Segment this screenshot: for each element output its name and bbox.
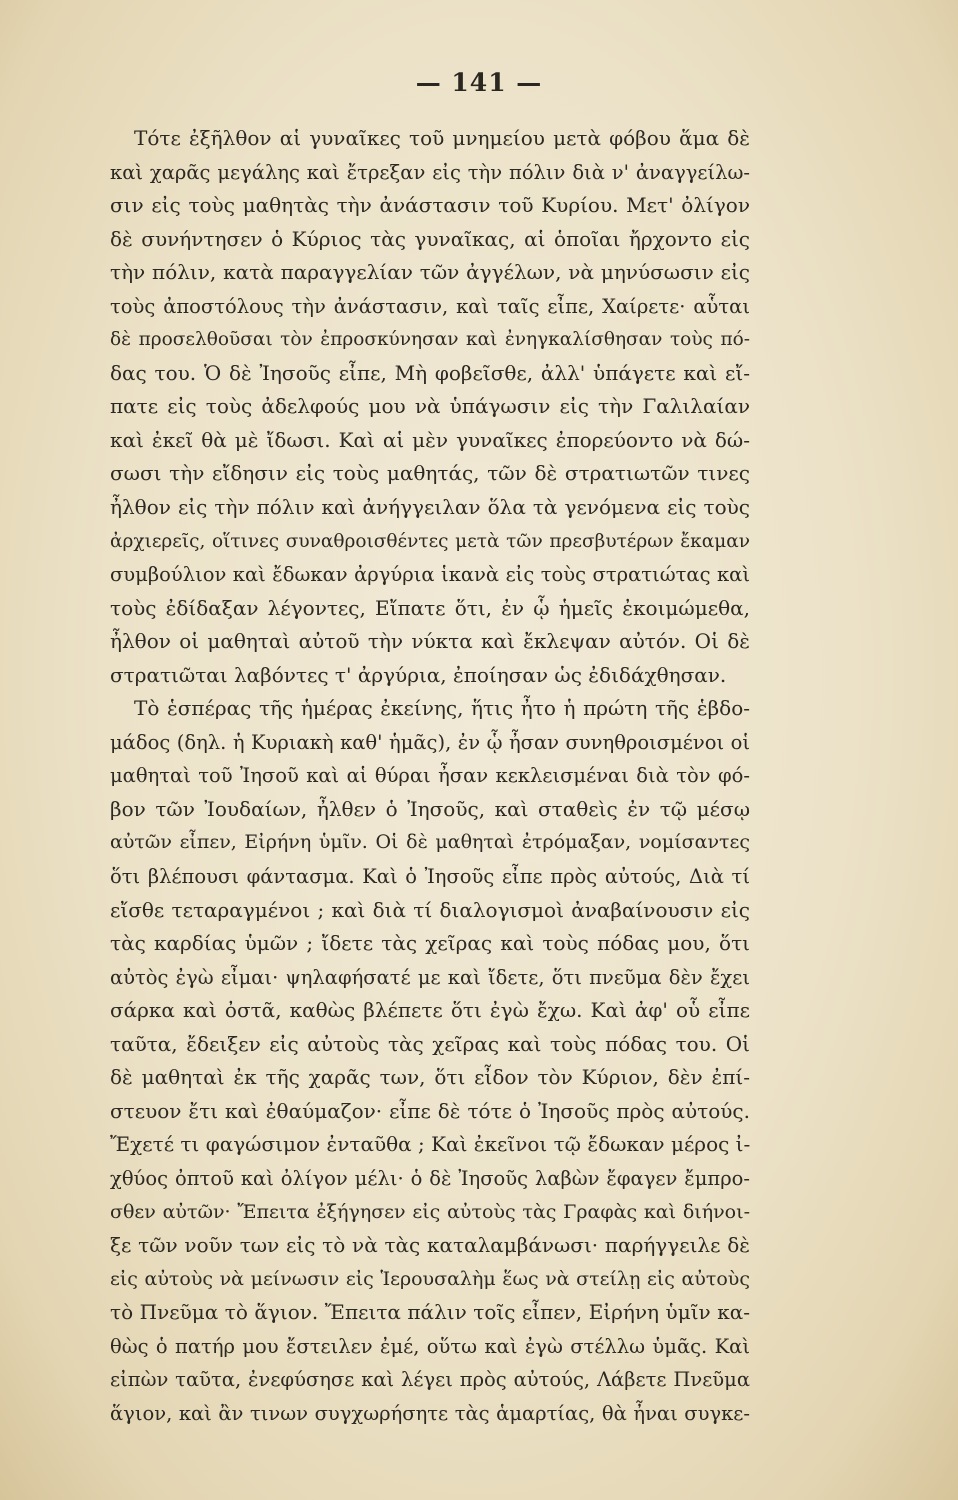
text-line: ἀρχιερεῖς, οἵτινες συναθροισθέντες μετὰ τῶν πρεσβυτέρων ἔκαμαν: [110, 530, 750, 552]
page-number: — 141 —: [415, 68, 543, 97]
text-line: σάρκα καὶ ὀστᾶ, καθὼς βλέπετε ὅτι ἐγὼ ἔχω. Καὶ ἀφ' οὗ εἶπε: [110, 998, 750, 1023]
text-line: τὰς καρδίας ὑμῶν ; ἴδετε τὰς χεῖρας καὶ τοὺς πόδας μου, ὅτι: [110, 931, 750, 956]
text-line: τὸ Πνεῦμα τὸ ἅγιον. Ἔπειτα πάλιν τοῖς εἶπεν, Εἰρήνη ὑμῖν κα-: [110, 1300, 750, 1325]
text-line: χθύος ὀπτοῦ καὶ ὀλίγον μέλι· ὁ δὲ Ἰησοῦς λαβὼν ἔφαγεν ἔμπρο-: [110, 1166, 750, 1190]
text-line: σθεν αὐτῶν· Ἔπειτα ἐξήγησεν εἰς αὐτοὺς τὰς Γραφὰς καὶ διήνοι-: [110, 1200, 750, 1223]
text-line: δας του. Ὁ δὲ Ἰησοῦς εἶπε, Μὴ φοβεῖσθε, ἀλλ' ὑπάγετε καὶ εἴ-: [110, 360, 750, 385]
text-line: δὲ μαθηταὶ ἐκ τῆς χαρᾶς των, ὅτι εἶδον τὸν Κύριον, δὲν ἐπί-: [110, 1065, 750, 1090]
text-line: Τότε ἐξῆλθον αἱ γυναῖκες τοῦ μνημείου μετὰ φόβου ἅμα δὲ: [134, 126, 750, 150]
text-line: δὲ προσελθοῦσαι τὸν ἐπροσκύνησαν καὶ ἐνηγκαλίσθησαν τοὺς πό-: [110, 329, 750, 351]
text-line: πατε εἰς τοὺς ἀδελφούς μου νὰ ὑπάγωσιν εἰς τὴν Γαλιλαίαν: [110, 394, 750, 419]
text-line: ὅτι βλέπουσι φάντασμα. Καὶ ὁ Ἰησοῦς εἶπε πρὸς αὐτούς, Διὰ τί: [110, 865, 750, 889]
text-line: σωσι τὴν εἴδησιν εἰς τοὺς μαθητάς, τῶν δὲ στρατιωτῶν τινες: [110, 461, 750, 486]
text-line: αὐτὸς ἐγὼ εἶμαι· ψηλαφήσατέ με καὶ ἴδετε, ὅτι πνεῦμα δὲν ἔχει: [110, 965, 750, 989]
text-line: ἅγιον, καὶ ἂν τινων συγχωρήσητε τὰς ἁμαρτίας, θὰ ἦναι συγκε-: [110, 1401, 750, 1425]
text-line: δὲ συνήντησεν ὁ Κύριος τὰς γυναῖκας, αἱ ὁποῖαι ἤρχοντο εἰς: [110, 226, 750, 251]
text-line: τοὺς ἐδίδαξαν λέγοντες, Εἴπατε ὅτι, ἐν ᾧ ἡμεῖς ἐκοιμώμεθα,: [110, 595, 750, 620]
text-line: καὶ ἐκεῖ θὰ μὲ ἴδωσι. Καὶ αἱ μὲν γυναῖκες ἐπορεύοντο νὰ δώ-: [110, 427, 750, 452]
text-line: στρατιῶται λαβόντες τ' ἀργύρια, ἐποίησαν ὡς ἐδιδάχθησαν.: [110, 662, 727, 687]
text-line: τὴν πόλιν, κατὰ παραγγελίαν τῶν ἀγγέλων, νὰ μηνύσωσιν εἰς: [110, 260, 750, 285]
body-text: [110, 122, 750, 1430]
text-line: ταῦτα, ἔδειξεν εἰς αὐτοὺς τὰς χεῖρας καὶ τοὺς πόδας του. Οἱ: [110, 1031, 750, 1056]
text-line: συμβούλιον καὶ ἔδωκαν ἀργύρια ἱκανὰ εἰς τοὺς στρατιώτας καὶ: [110, 563, 750, 587]
text-line: εἴσθε τεταραγμένοι ; καὶ διὰ τί διαλογισμοὶ ἀναβαίνουσιν εἰς: [110, 897, 750, 922]
text-line: εἰς αὐτοὺς νὰ μείνωσιν εἰς Ἱερουσαλὴμ ἕως νὰ στείλῃ εἰς αὐτοὺς: [110, 1267, 750, 1290]
text-line: αὐτῶν εἶπεν, Εἰρήνη ὑμῖν. Οἱ δὲ μαθηταὶ ἐτρόμαξαν, νομίσαντες: [110, 831, 750, 854]
text-line: καὶ χαρᾶς μεγάλης καὶ ἔτρεξαν εἰς τὴν πόλιν διὰ ν' ἀναγγείλω-: [110, 160, 750, 184]
text-line: θὼς ὁ πατήρ μου ἔστειλεν ἐμέ, οὕτω καὶ ἐγὼ στέλλω ὑμᾶς. Καὶ: [110, 1334, 750, 1358]
text-line: στευον ἔτι καὶ ἐθαύμαζον· εἶπε δὲ τότε ὁ Ἰησοῦς πρὸς αὐτούς.: [110, 1098, 750, 1123]
text-line: ἦλθον οἱ μαθηταὶ αὐτοῦ τὴν νύκτα καὶ ἔκλεψαν αὐτόν. Οἱ δὲ: [110, 629, 750, 654]
text-line: βον τῶν Ἰουδαίων, ἦλθεν ὁ Ἰησοῦς, καὶ σταθεὶς ἐν τῷ μέσῳ: [110, 796, 750, 821]
text-line: τοὺς ἀποστόλους τὴν ἀνάστασιν, καὶ ταῖς εἶπε, Χαίρετε· αὗται: [110, 294, 750, 318]
text-line: εἰπὼν ταῦτα, ἐνεφύσησε καὶ λέγει πρὸς αὐτούς, Λάβετε Πνεῦμα: [110, 1368, 750, 1392]
text-line: σιν εἰς τοὺς μαθητὰς τὴν ἀνάστασιν τοῦ Κυρίου. Μετ' ὀλίγον: [110, 193, 750, 218]
text-line: μαθηταὶ τοῦ Ἰησοῦ καὶ αἱ θύραι ἦσαν κεκλεισμέναι διὰ τὸν φό-: [110, 764, 750, 788]
text-line: Τὸ ἑσπέρας τῆς ἡμέρας ἐκείνης, ἥτις ἦτο ἡ πρώτη τῆς ἑβδο-: [134, 696, 750, 721]
text-line: ἦλθον εἰς τὴν πόλιν καὶ ἀνήγγειλαν ὅλα τὰ γενόμενα εἰς τοὺς: [110, 495, 750, 520]
text-line: μάδος (δηλ. ἡ Κυριακὴ καθ' ἡμᾶς), ἐν ᾧ ἦσαν συνηθροισμένοι οἱ: [110, 730, 750, 754]
text-line: Ἔχετέ τι φαγώσιμον ἐνταῦθα ; Καὶ ἐκεῖνοι τῷ ἔδωκαν μέρος ἰ-: [110, 1132, 751, 1157]
text-line: ξε τῶν νοῦν των εἰς τὸ νὰ τὰς καταλαμβάνωσι· παρήγγειλε δὲ: [110, 1233, 750, 1258]
